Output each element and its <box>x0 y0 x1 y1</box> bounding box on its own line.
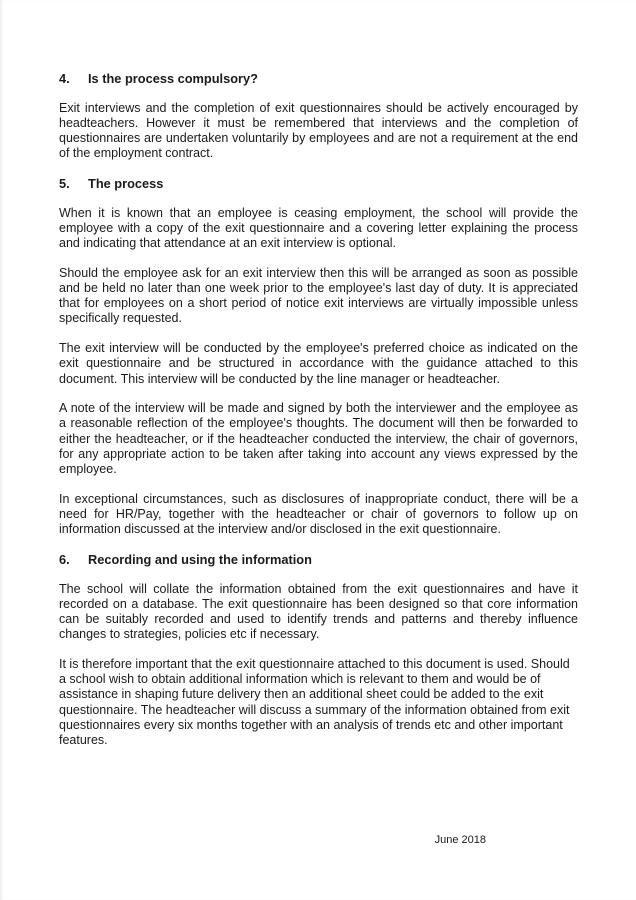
section-6-paragraph-1: The school will collate the information obtained from the exit questionnaires and have it recorded on a database. The exit questionnaire has been designed so that core information can be suitably recorded and used to identify trends and patterns and thereby influence changes to strategies, policies etc if necessary. <box>59 581 578 642</box>
section-6-title: Recording and using the information <box>88 551 312 567</box>
section-4-title: Is the process compulsory? <box>88 71 258 86</box>
section-5-paragraph-4: A note of the interview will be made and signed by both the interviewer and the employee as a reasonable reflection of the employee's thoughts. The document will then be forwarded to either the headteacher, or if the headteacher conducted the interview, the chair of governors, for any appropriate action to be taken after taking into account any views expressed by the employee. <box>59 401 578 477</box>
section-6-paragraph-2: It is therefore important that the exit questionnaire attached to this document is used. Should a school wish to obtain additional information which is relevant to them and would be of assistance in shaping future delivery then an additional sheet could be added to the exit questionnaire. The headteacher will discuss a summary of the information obtained from exit questionnaires every six months together with an analysis of trends etc and other important features. <box>59 656 570 747</box>
section-4-number: 4. <box>59 71 70 86</box>
section-5-number: 5. <box>59 176 70 192</box>
section-6-heading <box>59 552 578 567</box>
section-5-paragraph-5: In exceptional circumstances, such as disclosures of inappropriate conduct, there will be a need for HR/Pay, together with the headteacher or chair of governors to follow up on information discussed at the interview and/or disclosed in the exit questionnaire. <box>59 491 578 537</box>
section-5-paragraph-2: Should the employee ask for an exit interview then this will be arranged as soon as possible and be held no later than one week prior to the employee's last day of duty. It is appreciated that for employees on a short period of notice exit interviews are virtually impossible unless specifically requested. <box>59 265 578 326</box>
section-5-paragraph-1: When it is known that an employee is ceasing employment, the school will provide the employee with a copy of the exit questionnaire and a covering letter explaining the process and indicating that attendance at an exit interview is optional. <box>59 205 578 251</box>
section-6-number: 6. <box>59 551 70 567</box>
document-content <box>59 71 578 763</box>
section-5-paragraph-3: The exit interview will be conducted by the employee's preferred choice as indicated on the exit questionnaire and be structured in accordance with the guidance attached to this document. This interview will be conducted by the line manager or headteacher. <box>59 341 578 386</box>
section-4-heading <box>59 71 578 86</box>
page-footer-date: June 2018 <box>434 834 486 846</box>
section-4-paragraph-1: Exit interviews and the completion of exit questionnaires should be actively encouraged by headteachers. However it must be remembered that interviews and the completion of questionnaires are undertaken voluntarily by employees and are not a requirement at the end of the employment contract. <box>59 100 578 161</box>
section-5-heading <box>59 176 578 191</box>
section-5-title: The process <box>88 176 164 192</box>
